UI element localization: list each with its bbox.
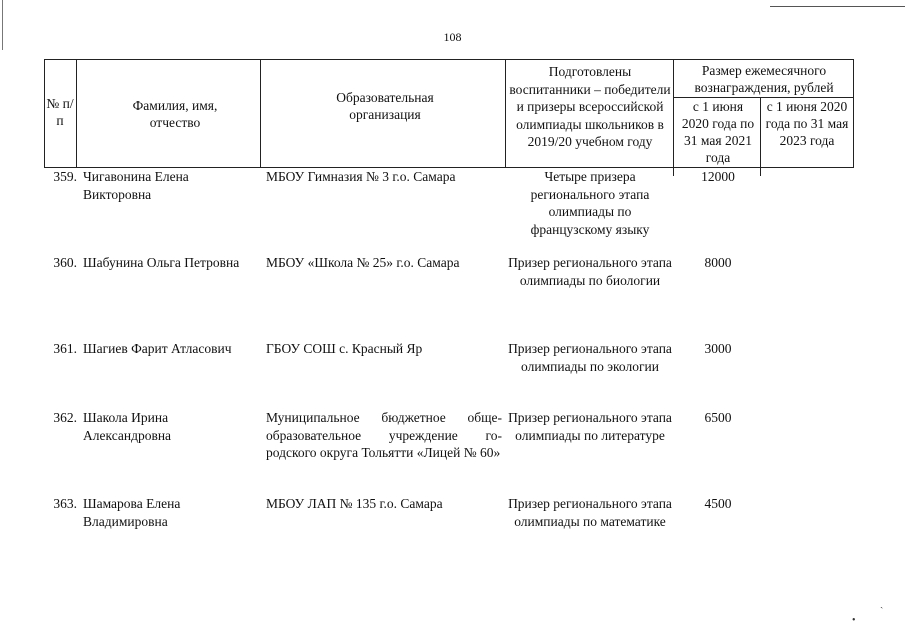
row-organization: МБОУ «Школа № 25» г.о. Самара	[266, 255, 460, 270]
row-achievement: Призер регионального этапа олимпиады по литературе	[508, 410, 672, 443]
header-num: № п/п	[46, 96, 74, 128]
body-divider	[760, 166, 761, 176]
row-number: 363.	[53, 496, 77, 511]
header-period-2: с 1 июня 2020 года по 31 мая 2023 года	[765, 99, 849, 148]
row-organization: МБОУ Гимназия № 3 г.о. Самара	[266, 169, 456, 184]
header-divider	[760, 97, 761, 167]
row-name: Шамарова Елена Владимировна	[83, 496, 181, 529]
row-organization: МБОУ ЛАП № 135 г.о. Самара	[266, 496, 443, 511]
row-number: 360.	[53, 255, 77, 270]
header-name: Фамилия, имя, отчество	[132, 98, 218, 130]
row-name: Шагиев Фарит Атласович	[83, 341, 232, 356]
row-amount-1: 8000	[704, 255, 732, 270]
row-amount-1: 4500	[704, 496, 732, 511]
header-org: Образовательная организация	[336, 90, 434, 122]
row-name: Чигавонина Елена Викторовна	[83, 169, 189, 202]
row-name: Шабунина Ольга Петровна	[83, 255, 240, 270]
header-achievement: Подготовлены воспитанники – победители и призеры всероссийской олимпиады школьников в 2019/20 учебном году	[509, 64, 671, 149]
row-amount-1: 3000	[704, 341, 732, 356]
page-number: 108	[443, 30, 462, 44]
row-amount-1: 6500	[704, 410, 732, 425]
row-achievement: Четыре призера регионального этапа олимпиады по французскому языку	[530, 169, 650, 237]
row-achievement: Призер регионального этапа олимпиады по экологии	[508, 341, 672, 374]
row-amount-1: 12000	[701, 169, 735, 184]
row-organization: Муниципальное бюджетное обще-образовательное учреждение го-родского округа Тольятти «Лицей № 60»	[266, 410, 502, 460]
scan-speck: •	[852, 615, 856, 626]
row-number: 359.	[53, 169, 77, 184]
scan-speck: ˏ	[880, 598, 884, 609]
row-name: Шакола Ирина Александровна	[83, 410, 172, 443]
header-divider	[505, 59, 506, 167]
header-reward-group: Размер ежемесячного вознаграждения, рублей	[694, 63, 834, 95]
row-achievement: Призер регионального этапа олимпиады по биологии	[508, 255, 672, 288]
scan-edge-line	[770, 6, 905, 7]
row-number: 362.	[53, 410, 77, 425]
row-number: 361.	[53, 341, 77, 356]
row-organization: ГБОУ СОШ с. Красный Яр	[266, 341, 423, 356]
header-divider	[76, 59, 77, 167]
header-divider	[673, 59, 674, 167]
header-divider	[260, 59, 261, 167]
header-period-1: с 1 июня 2020 года по 31 мая 2021 года	[681, 99, 755, 165]
body-divider	[673, 166, 674, 176]
row-achievement: Призер регионального этапа олимпиады по математике	[508, 496, 672, 529]
